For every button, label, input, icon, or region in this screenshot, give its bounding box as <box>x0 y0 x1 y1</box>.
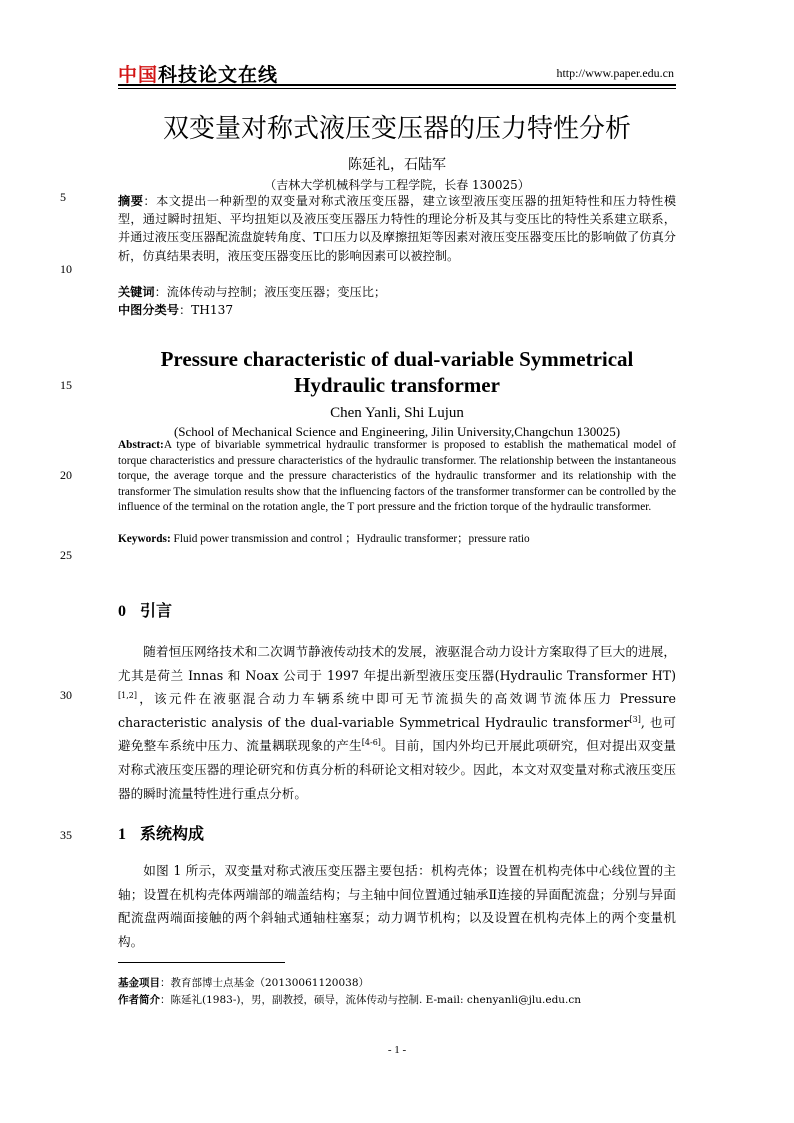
footnote-author: 作者简介：陈延礼(1983-)，男，副教授，硕导，流体传动与控制. E-mail: chenyanli@jlu.edu.cn <box>118 994 582 1006</box>
line-number: 35 <box>60 828 72 842</box>
abstract-cn-text: ：本文提出一种新型的双变量对称式液压变压器，建立该型液压变压器的扭矩特性和压力特性模型，通过瞬时扭矩、平均扭矩以及液压变压器压力特性的理论分析及其与变压比的特性关系建立联系，并通过液压变压器配流盘旋转角度、T口压力以及摩擦扭矩等因素对液压变压器变压比的影响做了仿真分析，仿真结果表明，液压变压器变压比的影响因素可以被控制。 <box>118 194 677 263</box>
line-number: 10 <box>60 262 72 276</box>
footnote-rule <box>118 962 285 963</box>
system-paragraph: 如图 1 所示，双变量对称式液压变压器主要包括：机构壳体；设置在机构壳体中心线位置的主轴；设置在机构壳体两端部的端盖结构；与主轴中间位置通过轴承Ⅱ连接的异面配流盘；分别与异面配流盘两端面接触的两个斜轴式通轴柱塞泵；动力调节机构；以及设置在机构壳体上的两个变量机构。 <box>118 863 676 949</box>
section-heading-introduction: 0 引言 <box>118 601 173 620</box>
journal-logo: 中国科技论文在线 <box>118 64 279 86</box>
citation[interactable]: [1,2] <box>118 691 137 700</box>
keywords-en-text: Fluid power transmission and control ；Hydraulic transformer；pressure ratio <box>170 533 530 545</box>
keywords-en <box>118 532 676 548</box>
line-number: 15 <box>60 378 72 392</box>
line-number: 5 <box>60 190 66 204</box>
authors-cn: 陈延礼，石陆军 <box>348 157 446 173</box>
abstract-en-text: A type of bivariable symmetrical hydraulic transformer is proposed to establish the mathematical model of torque characteristics and pressure characteristics of the hydraulic transformer. The relationship between the instantaneous torque, the average torque and the pressure characteristics of the hydraulic transformer and its relationship with the transformer The simulation results show that the influencing factors of the transformer transformer can be controlled by the influence of the terminal on the rotation angle, the T port pressure and the friction torque of the hydraulic transformer. <box>118 439 676 514</box>
line-number: 30 <box>60 688 72 702</box>
header-rule-thin <box>118 88 676 89</box>
keywords-en-label: Keywords: <box>118 533 171 545</box>
paper-title-en: Pressure characteristic of dual-variable Symmetrical Hydraulic transformer <box>160 347 634 397</box>
line-number: 25 <box>60 548 72 562</box>
authors-en: Chen Yanli, Shi Lujun <box>330 405 464 421</box>
classification-cn-text: ：TH137 <box>178 303 234 317</box>
paper-title-cn: 双变量对称式液压变压器的压力特性分析 <box>162 114 631 144</box>
affiliation-en: (School of Mechanical Science and Engineering, Jilin University,Changchun 130025) <box>173 424 621 439</box>
citation[interactable]: [4-6] <box>361 738 381 748</box>
introduction-paragraph: 随着恒压网络技术和二次调节静液传动技术的发展，液驱混合动力设计方案取得了巨大的进展，尤其是荷兰 Innas 和 Noax 公司于 1997 年提出新型液压变压器(Hydraulic Transformer HT) [1,2]，该元件在液驱混合动力车辆系统中即可无节流损失的高效调节流体压力 Pressure characteristic analysis of the dual-variable Symmetrical Hydraulic transformer[3], 也可避免整车系统中压力、流量耦联现象的产生[4-6]。目前，国内外均已开展此项研究，但对提出双变量对称式液压变压器的理论研究和仿真分析的科研论文相对较少。因此，本文对双变量对称式液压变压器的瞬时流量特性进行重点分析。 <box>118 644 677 801</box>
abstract-en-label: Abstract: <box>118 439 164 451</box>
abstract-en <box>118 438 676 516</box>
header-rule <box>118 84 676 86</box>
header-url[interactable]: http://www.paper.edu.cn <box>556 66 674 80</box>
citation[interactable]: [3] <box>629 714 641 724</box>
classification-cn-label: 中图分类号 <box>118 303 179 317</box>
footnote-fund: 基金项目：教育部博士点基金（20130061120038） <box>118 977 370 989</box>
section-heading-system: 1 系统构成 <box>118 824 205 843</box>
keywords-cn <box>118 283 676 301</box>
keywords-cn-label: 关键词 <box>118 285 155 299</box>
abstract-cn <box>118 192 676 265</box>
affiliation-cn: （吉林大学机械科学与工程学院，长春 130025） <box>264 178 530 192</box>
line-number: 20 <box>60 468 72 482</box>
page-number: - 1 - <box>387 1044 407 1056</box>
keywords-cn-text: ：流体传动与控制；液压变压器；变压比； <box>154 285 387 299</box>
classification-cn <box>118 301 676 319</box>
abstract-cn-label: 摘要 <box>118 194 144 208</box>
